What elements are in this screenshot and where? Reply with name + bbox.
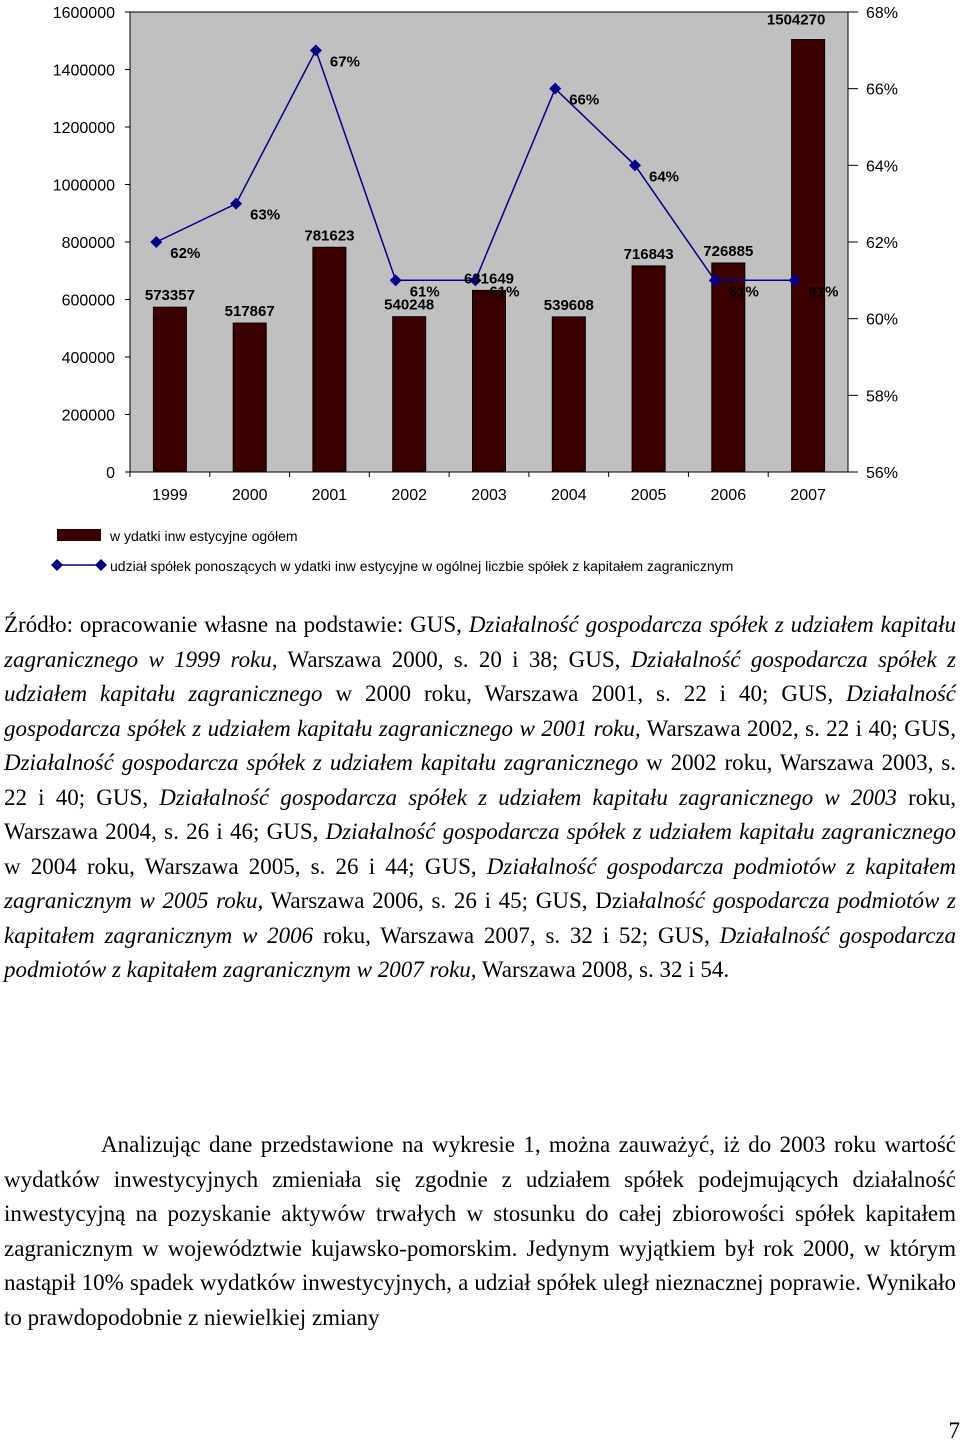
x-tick-label: 2005 bbox=[630, 487, 667, 504]
share-label-2003: 61% bbox=[489, 283, 520, 301]
share-label-2000: 63% bbox=[250, 206, 281, 224]
y-tick-label: 0 bbox=[106, 465, 115, 482]
legend-swatch-marker-right bbox=[95, 559, 107, 571]
share-label-2007: 61% bbox=[808, 283, 839, 301]
source-note-segment: Warszawa 2006, s. 26 i 45; GUS, Dzia bbox=[263, 888, 639, 913]
bar-label-2000: 517867 bbox=[224, 303, 275, 321]
source-note-segment: Warszawa 2008, s. 32 i 54. bbox=[476, 957, 730, 982]
y2-tick-label: 62% bbox=[866, 235, 899, 252]
bar-2007 bbox=[792, 40, 825, 473]
source-note-segment: Warszawa 2000, s. 20 i 38; GUS, bbox=[277, 646, 631, 672]
source-note bbox=[4, 608, 956, 988]
share-label-2001: 67% bbox=[329, 53, 360, 71]
y-tick-label: 800000 bbox=[61, 235, 115, 252]
legend-swatch-bar bbox=[57, 529, 101, 541]
y-tick-label: 600000 bbox=[61, 292, 115, 310]
x-tick-label: 2002 bbox=[391, 487, 427, 504]
bar-2000 bbox=[233, 323, 266, 472]
source-note-segment: Źródło: opracowanie własne na podstawie: GUS, bbox=[4, 612, 469, 637]
y2-tick-label: 58% bbox=[866, 388, 899, 406]
y2-tick-label: 56% bbox=[866, 465, 899, 482]
x-tick-label: 2001 bbox=[311, 487, 348, 504]
y-tick-label: 200000 bbox=[61, 407, 115, 425]
source-note-segment: Działalność gospodarcza spółek z udziałem kapitału zagranicznego bbox=[4, 750, 639, 775]
y-tick-label: 1200000 bbox=[52, 120, 115, 137]
source-note-segment: roku, Warszawa 2004, s. 26 i 46; GUS, bbox=[4, 784, 956, 844]
share-label-2005: 64% bbox=[649, 168, 680, 186]
source-note-segment: Działalność gospodarcza podmiotów z kapitałem zagranicznym w 2007 roku, bbox=[4, 922, 956, 982]
source-note-segment: w 2000 roku, Warszawa 2001, s. 22 i 40; GUS, bbox=[322, 681, 847, 706]
bar-2004 bbox=[552, 317, 585, 472]
source-note-segment: Działalność gospodarcza spółek z udziałem kapitału zagranicznego w 1999 roku, bbox=[4, 612, 956, 672]
legend-label-bar: w ydatki inw estycyjne ogółem bbox=[110, 528, 298, 544]
legend-label-line: udział spółek ponoszących w ydatki inw estycyjne w ogólnej liczbie spółek z kapitałem zagranicznym bbox=[110, 558, 734, 574]
y-tick-label: 1600000 bbox=[52, 5, 115, 22]
y2-tick-label: 60% bbox=[866, 311, 899, 329]
bar-label-2002: 540248 bbox=[384, 296, 435, 314]
share-label-2006: 61% bbox=[728, 283, 759, 301]
x-tick-label: 1999 bbox=[152, 487, 188, 504]
source-note-segment: łalność gospodarcza podmiotów z kapitałem zagranicznym w 2006 bbox=[4, 888, 956, 948]
source-note-segment: Działalność gospodarcza spółek z udziałem kapitału zagranicznego bbox=[4, 646, 956, 706]
x-tick-label: 2004 bbox=[551, 487, 587, 504]
bar-2001 bbox=[313, 247, 346, 472]
share-label-1999: 62% bbox=[170, 245, 201, 262]
source-note-segment: w 2004 roku, Warszawa 2005, s. 26 i 44; GUS, bbox=[4, 853, 487, 879]
bar-label-2005: 716843 bbox=[623, 245, 674, 263]
source-note-segment: Działalność gospodarcza spółek z udziałem kapitału zagranicznego bbox=[325, 819, 956, 844]
combo-chart bbox=[0, 0, 960, 600]
share-label-2004: 66% bbox=[569, 91, 600, 109]
x-tick-label: 2007 bbox=[790, 487, 826, 504]
source-note-segment: roku, Warszawa 2007, s. 32 i 52; GUS, bbox=[313, 922, 720, 948]
bar-2005 bbox=[632, 266, 665, 472]
bar-label-2006: 726885 bbox=[703, 243, 754, 260]
y-tick-label: 400000 bbox=[61, 350, 115, 367]
bar-1999 bbox=[153, 307, 186, 472]
y2-tick-label: 64% bbox=[866, 158, 899, 176]
bar-label-2001: 781623 bbox=[304, 227, 355, 245]
bar-label-2007: 1504270 bbox=[766, 11, 826, 29]
source-note-segment: Warszawa 2002, s. 22 i 40; GUS, bbox=[640, 715, 956, 741]
page-number: 7 bbox=[948, 1418, 960, 1443]
bar-2002 bbox=[393, 317, 426, 472]
x-tick-label: 2003 bbox=[471, 487, 507, 504]
y2-tick-label: 68% bbox=[866, 5, 899, 22]
source-note-segment: w 2002 roku, Warszawa 2003, s. 22 i 40; GUS, bbox=[4, 750, 956, 810]
bar-2003 bbox=[473, 290, 506, 472]
source-note-segment: Działalność gospodarcza podmiotów z kapitałem zagranicznym w 2005 roku, bbox=[4, 853, 956, 913]
y-tick-label: 1400000 bbox=[52, 62, 115, 80]
x-tick-label: 2000 bbox=[231, 487, 268, 504]
bar-label-1999: 573357 bbox=[144, 287, 195, 305]
legend-swatch-marker-left bbox=[51, 559, 63, 571]
x-tick-label: 2006 bbox=[710, 487, 747, 504]
legend bbox=[51, 528, 733, 574]
source-note-segment: Działalność gospodarcza spółek z udziałem kapitału zagranicznego w 2001 roku, bbox=[4, 681, 956, 741]
source-note-segment: Działalność gospodarcza spółek z udziałem kapitału zagranicznego w 2003 bbox=[159, 784, 897, 810]
body-paragraph: Analizując dane przedstawione na wykresie 1, można zauważyć, iż do 2003 roku wartość wydatków inwestycyjnych zmieniała się zgodnie z udziałem spółek podejmujących działalność inwestycyjną na pozyskanie aktywów trwałych w stosunku do całej zbiorowości spółek kapitałem zagranicznym w województwie kujawsko-pomorskim. Jedynym wyjątkiem był rok 2000, w którym nastąpił 10% spadek wydatków inwestycyjnych, a udział spółek uległ nieznacznej poprawie. Wynikało to prawdopodobnie z niewielkiej zmiany bbox=[4, 1132, 956, 1330]
y-tick-label: 1000000 bbox=[52, 177, 115, 195]
bar-label-2003: 631649 bbox=[463, 270, 515, 288]
bar-label-2004: 539608 bbox=[543, 296, 594, 314]
y2-tick-label: 66% bbox=[866, 81, 899, 99]
share-label-2002: 61% bbox=[409, 283, 440, 301]
